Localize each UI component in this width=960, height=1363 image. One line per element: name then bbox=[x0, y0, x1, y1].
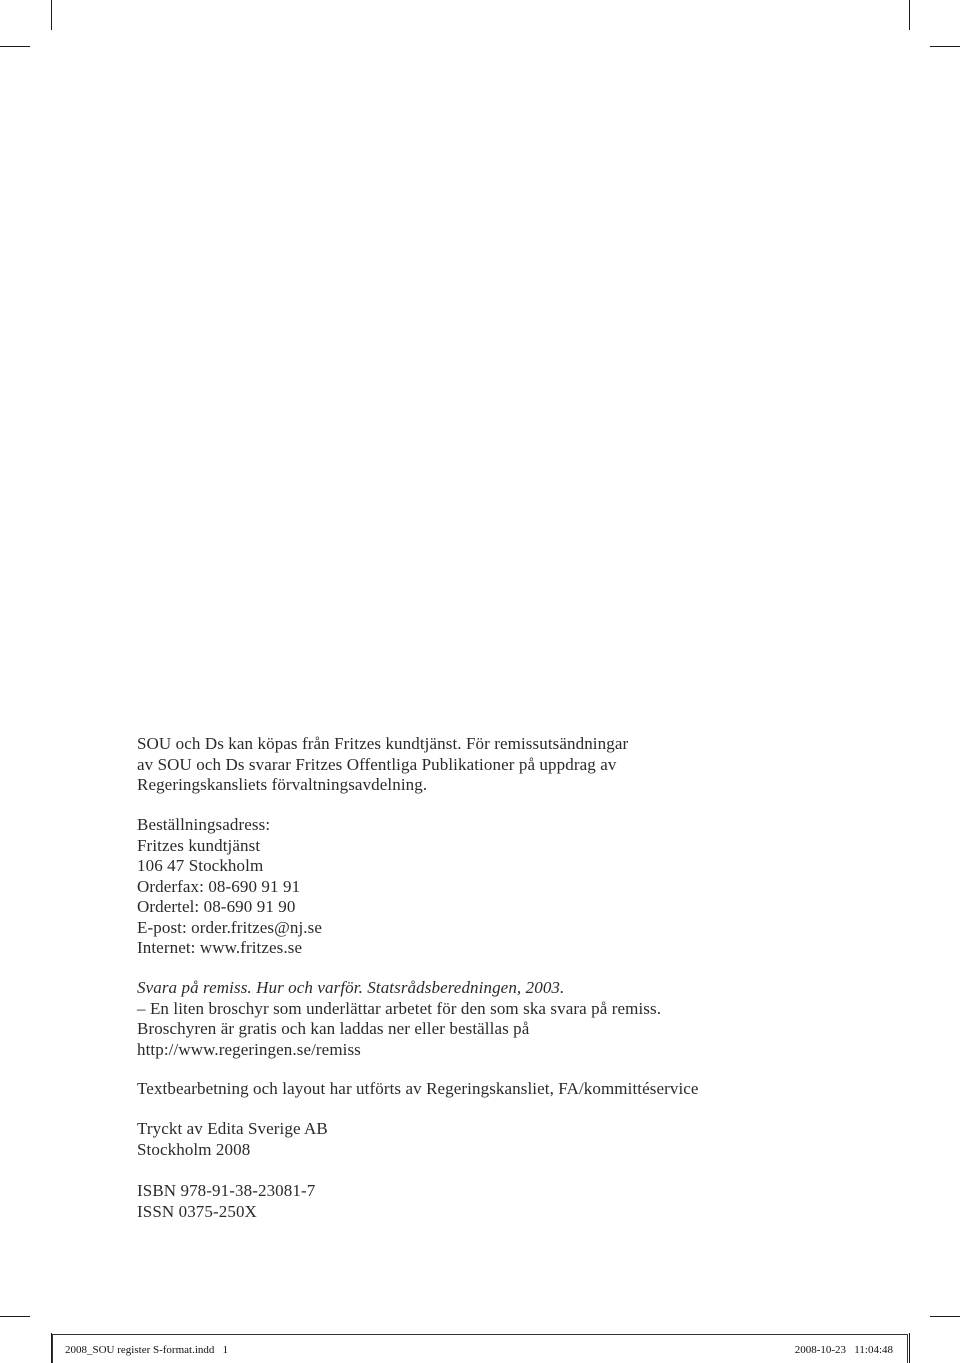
text-line: Stockholm 2008 bbox=[137, 1139, 251, 1159]
slug-filename: 2008_SOU register S-format.indd 1 bbox=[65, 1344, 229, 1356]
email-text: E-post: order.fritzes@nj.se bbox=[137, 917, 323, 937]
text-line: – En liten broschyr som underlättar arbetet för den som ska svara på remiss. bbox=[137, 998, 662, 1018]
text-line: Ordertel: 08-690 91 90 bbox=[137, 897, 296, 916]
text-line: Textbearbetning och layout har utförts av Regeringskansliet, FA/kommittéservice bbox=[137, 1079, 699, 1098]
crop-mark bbox=[909, 0, 910, 30]
text-line: SOU och Ds kan köpas från Fritzes kundtjänst. För remissutsändningar bbox=[137, 734, 629, 753]
remiss-info bbox=[137, 978, 837, 1060]
text-line: Broschyren är gratis och kan laddas ner eller beställas på bbox=[137, 1019, 530, 1038]
crop-mark bbox=[0, 1316, 30, 1317]
intro-paragraph bbox=[137, 734, 837, 796]
printing-info bbox=[137, 1119, 837, 1160]
text-line: Beställningsadress: bbox=[137, 815, 271, 834]
crop-mark bbox=[51, 0, 52, 30]
issn: ISSN 0375-250X bbox=[137, 1201, 257, 1221]
isbn: ISBN 978-91-38-23081-7 bbox=[137, 1181, 316, 1200]
remiss-url: http://www.regeringen.se/remiss bbox=[137, 1039, 361, 1059]
text-line: Orderfax: 08-690 91 91 bbox=[137, 876, 301, 896]
text-line: Regeringskansliets förvaltningsavdelning. bbox=[137, 775, 428, 794]
crop-mark bbox=[0, 46, 30, 47]
text-line: Tryckt av Edita Sverige AB bbox=[137, 1119, 328, 1138]
text-line: Fritzes kundtjänst bbox=[137, 835, 261, 855]
website-text: Internet: www.fritzes.se bbox=[137, 938, 303, 957]
crop-mark bbox=[930, 46, 960, 47]
text-line: 106 47 Stockholm bbox=[137, 856, 264, 875]
crop-mark bbox=[930, 1316, 960, 1317]
order-address bbox=[137, 815, 837, 959]
slug-line bbox=[52, 1334, 908, 1363]
slug-timestamp: 2008-10-23 11:04:48 bbox=[794, 1344, 893, 1356]
remiss-title: Svara på remiss. Hur och varför. Statsrådsberedningen, 2003. bbox=[137, 978, 565, 997]
text-line: av SOU och Ds svarar Fritzes Offentliga Publikationer på uppdrag av bbox=[137, 754, 617, 774]
identifiers bbox=[137, 1181, 837, 1222]
crop-mark bbox=[909, 1333, 910, 1363]
layout-credit bbox=[137, 1079, 837, 1100]
